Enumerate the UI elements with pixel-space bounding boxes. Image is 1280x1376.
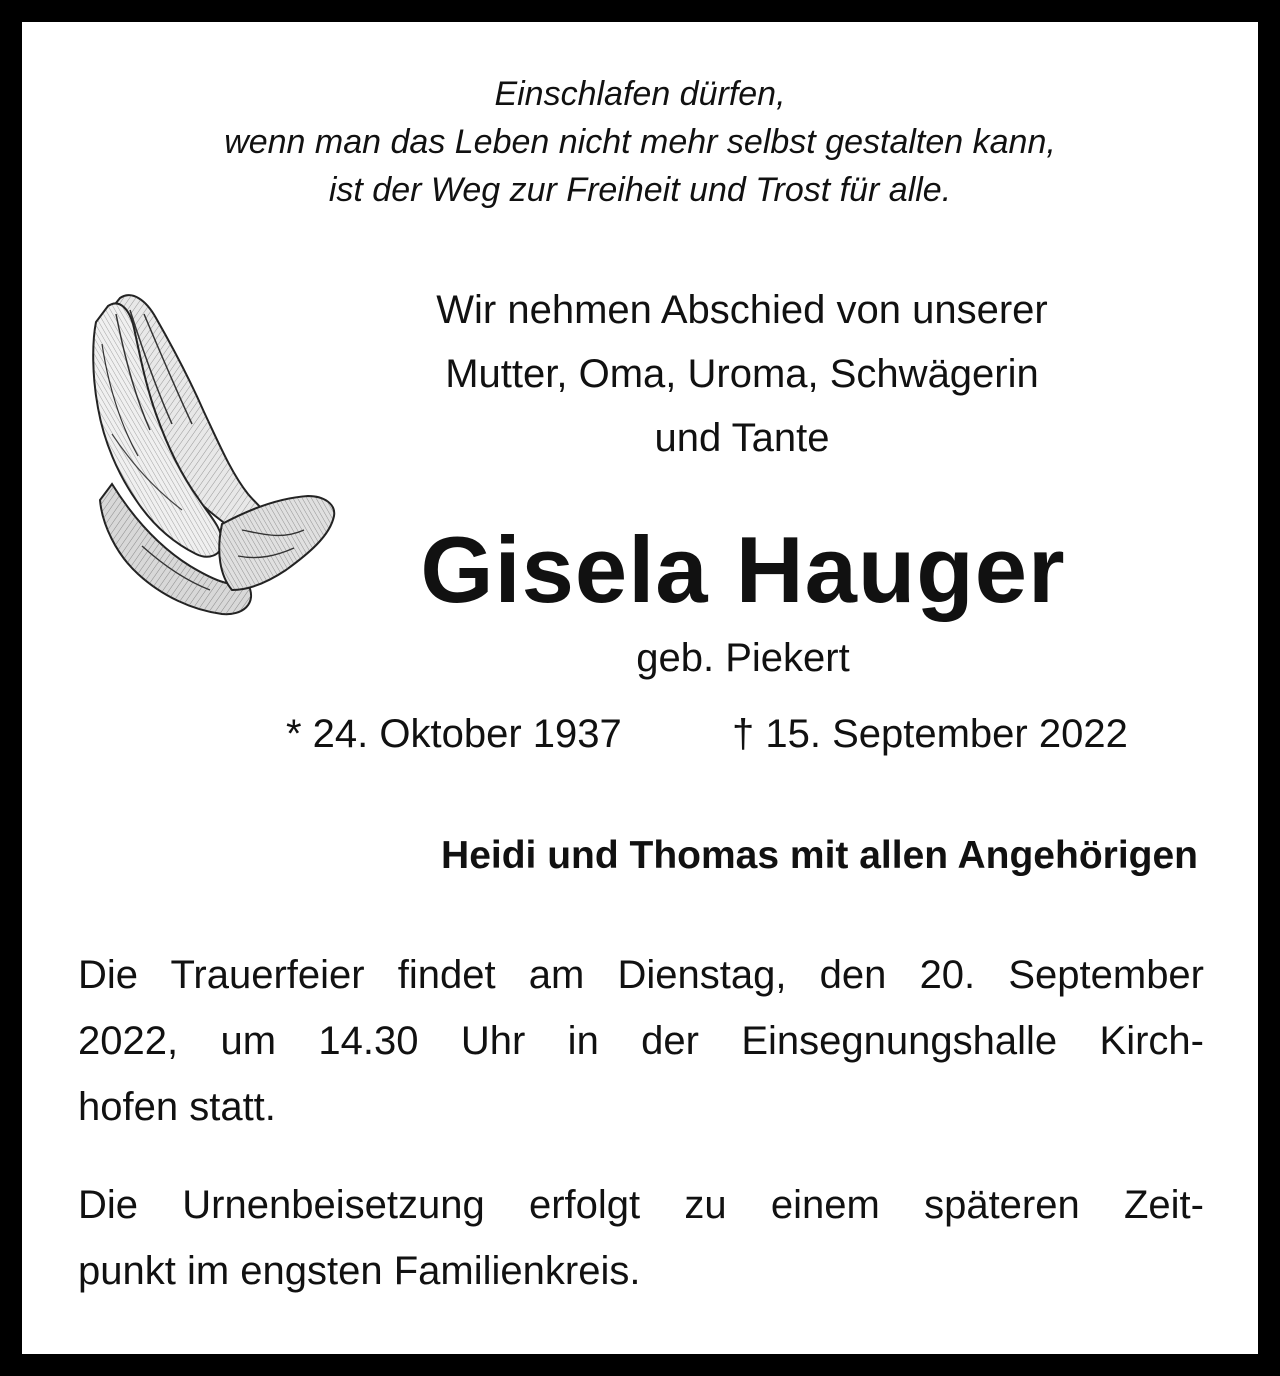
- poem-line: wenn man das Leben nicht mehr selbst gestalten kann,: [224, 123, 1056, 161]
- burial-paragraph: [78, 1172, 1204, 1304]
- mourners: Heidi und Thomas mit allen Angehörigen: [441, 834, 1198, 877]
- poem-line: ist der Weg zur Freiheit und Trost für alle.: [328, 171, 952, 209]
- intro-line: und Tante: [654, 416, 830, 460]
- paragraph-line: Die Urnenbeisetzung erfolgt zu einem späteren Zeit-: [78, 1183, 1204, 1227]
- praying-hands-icon: [72, 284, 340, 620]
- maiden-name: geb. Piekert: [636, 636, 850, 680]
- paragraph-line: 2022, um 14.30 Uhr in der Einsegnungshalle Kirch-: [78, 1019, 1204, 1063]
- poem: [22, 70, 1258, 214]
- farewell-intro: [362, 278, 1122, 470]
- intro-line: Mutter, Oma, Uroma, Schwägerin: [445, 352, 1039, 396]
- paragraph-line: Die Trauerfeier findet am Dienstag, den 20. September: [78, 953, 1204, 997]
- paragraph-line: hofen statt.: [78, 1085, 276, 1129]
- death-date: † 15. September 2022: [732, 712, 1128, 756]
- obituary-notice: [22, 22, 1258, 1354]
- birth-date: * 24. Oktober 1937: [286, 712, 622, 756]
- intro-line: Wir nehmen Abschied von unserer: [436, 288, 1048, 332]
- paragraph-line: punkt im engsten Familienkreis.: [78, 1249, 641, 1293]
- deceased-name: Gisela Hauger: [420, 517, 1066, 622]
- ceremony-paragraph: [78, 942, 1204, 1140]
- poem-line: Einschlafen dürfen,: [494, 75, 786, 113]
